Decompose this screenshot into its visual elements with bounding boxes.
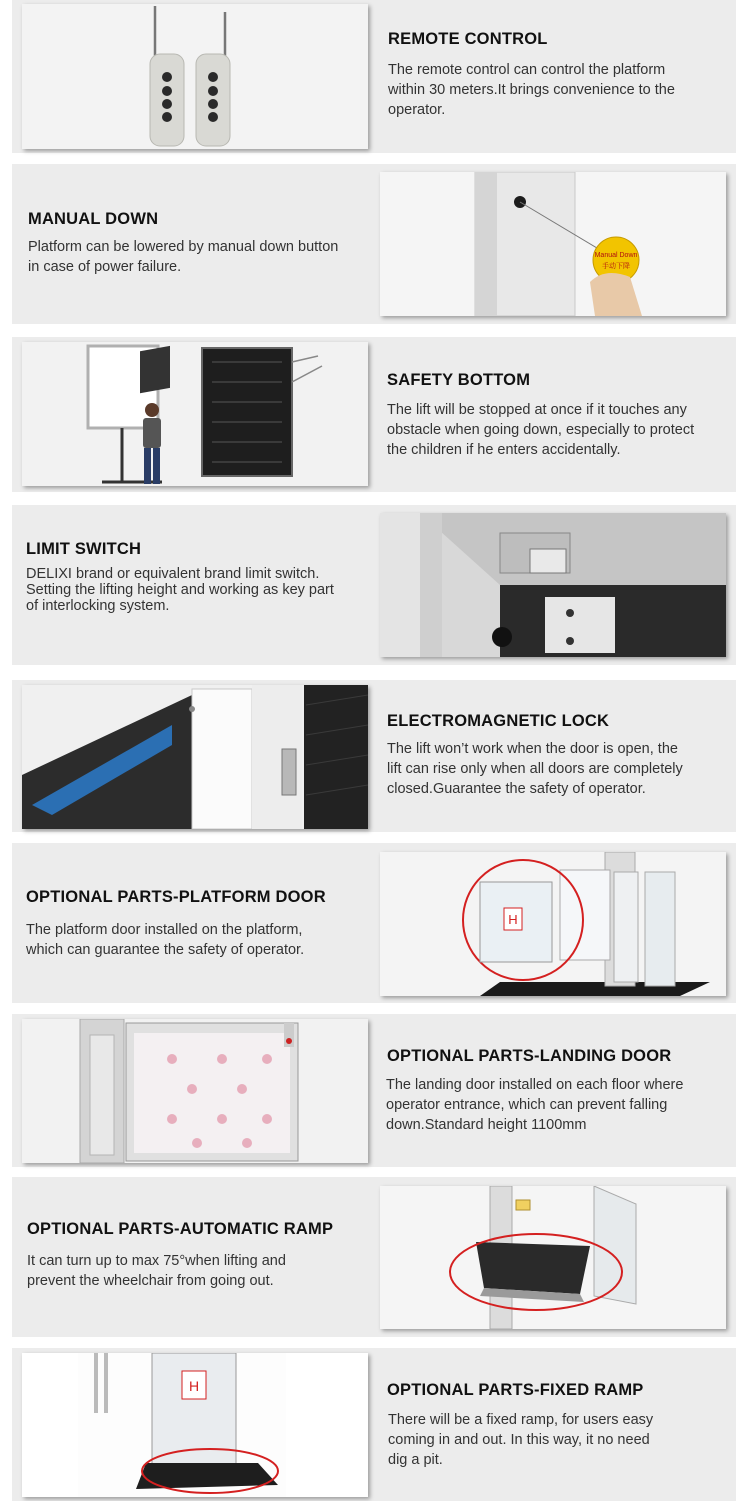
section-description — [26, 566, 378, 614]
description-line: prevent the wheelchair from going out. — [27, 1273, 274, 1289]
manual-down-label-cn: 手动下降 — [602, 262, 630, 270]
description-line: operator entrance, which can prevent falling — [386, 1097, 668, 1113]
automatic-ramp-photo — [380, 1186, 726, 1329]
description-line: Platform can be lowered by manual down button — [28, 239, 339, 255]
description-line: of interlocking system. — [26, 598, 170, 614]
section-title: MANUAL DOWN — [28, 210, 159, 228]
svg-text:H: H — [188, 1378, 200, 1394]
description-line: The remote control can control the platform — [388, 62, 666, 78]
description-line: closed.Guarantee the safety of operator. — [387, 781, 646, 797]
description-line: which can guarantee the safety of operator. — [26, 942, 305, 958]
section-title: OPTIONAL PARTS-PLATFORM DOOR — [26, 888, 326, 906]
section-title: OPTIONAL PARTS-LANDING DOOR — [387, 1047, 672, 1065]
section-title: LIMIT SWITCH — [26, 540, 142, 558]
description-line: DELIXI brand or equivalent brand limit switch. — [26, 566, 320, 582]
manual-down-photo — [380, 172, 726, 316]
electromagnetic-lock-photo — [22, 685, 368, 829]
section-title: OPTIONAL PARTS-FIXED RAMP — [387, 1381, 644, 1399]
description-line: operator. — [388, 102, 446, 118]
remote-control-photo — [22, 4, 368, 149]
description-line: in case of power failure. — [28, 259, 182, 275]
description-line: lift can rise only when all doors are completely — [387, 761, 683, 777]
manual-down-label-en: Manual Down — [594, 252, 638, 259]
section-title: OPTIONAL PARTS-AUTOMATIC RAMP — [27, 1220, 334, 1238]
fixed-ramp-photo — [22, 1353, 368, 1497]
description-line: The platform door installed on the platform, — [26, 922, 303, 938]
section-description — [28, 237, 378, 277]
section-description — [387, 400, 732, 460]
description-line: Setting the lifting height and working as key part — [26, 582, 334, 598]
section-description — [386, 1075, 731, 1135]
description-line: coming in and out. In this way, it no need — [388, 1432, 650, 1448]
section-description — [27, 1251, 377, 1291]
description-line: The landing door installed on each floor where — [386, 1077, 684, 1093]
description-line: It can turn up to max 75°when lifting and — [27, 1253, 286, 1269]
svg-text:H: H — [508, 912, 518, 927]
description-line: There will be a fixed ramp, for users easy — [388, 1412, 654, 1428]
description-line: within 30 meters.It brings convenience to the — [388, 82, 675, 98]
safety-bottom-photo — [22, 342, 368, 486]
section-title: ELECTROMAGNETIC LOCK — [387, 712, 610, 730]
description-line: The lift won’t work when the door is open, the — [387, 741, 678, 757]
section-title: REMOTE CONTROL — [388, 30, 548, 48]
section-description — [387, 739, 732, 799]
description-line: The lift will be stopped at once if it touches any — [387, 402, 687, 418]
description-line: the children if he enters accidentally. — [387, 442, 621, 458]
platform-door-photo — [380, 852, 726, 996]
landing-door-photo — [22, 1019, 368, 1163]
description-line: obstacle when going down, especially to protect — [387, 422, 695, 438]
section-description — [388, 60, 728, 120]
description-line: dig a pit. — [388, 1452, 443, 1468]
description-line: down.Standard height 1100mm — [386, 1117, 587, 1133]
section-title: SAFETY BOTTOM — [387, 371, 531, 389]
section-description — [388, 1410, 733, 1470]
section-description — [26, 920, 376, 960]
limit-switch-photo — [380, 513, 726, 657]
